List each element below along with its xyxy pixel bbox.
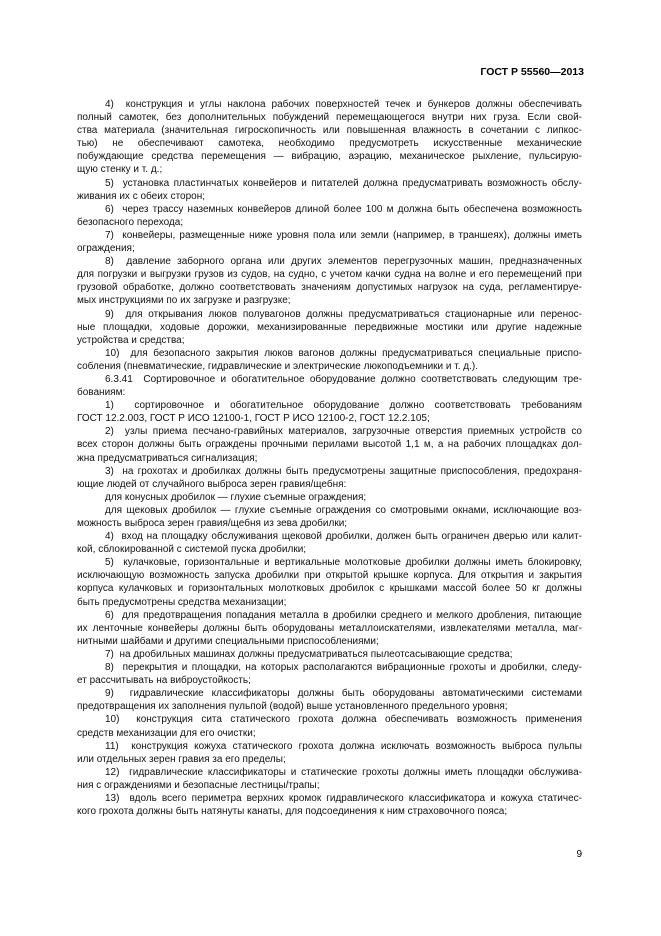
text-line: 2) узлы приема песчано-гравийных материалов, загрузочные отверстия приемных устройств со (105, 426, 582, 438)
text-line: можность выброса зерен гравия/щебня из зева дробилки; (77, 518, 348, 529)
paragraph-p20 (77, 713, 582, 739)
text-line: для щековых дробилок — глухие съемные ограждения со смотровыми окнами, исключающие воз- (105, 504, 582, 516)
text-line: жна предусматриваться сигнализация; (77, 452, 258, 464)
text-line: 10) для безопасного закрытия люков вагонов должны предусматриваться специальные приспо- (105, 347, 582, 359)
paragraph-p12 (77, 491, 582, 504)
text-line: или отдельных зерен гравия за его пределы; (77, 753, 286, 765)
text-line: 9) для открывания люков полувагонов должны предусматриваться стационарные или перенос- (105, 308, 582, 320)
text-line: щую стенку и т. д.; (77, 164, 163, 176)
text-line: для конусных дробилок — глухие съемные ограждения; (105, 491, 367, 503)
text-line: 7) конвейеры, размещенные ниже уровня пола или земли (например, в траншеях), должны иметь (105, 229, 582, 241)
text-line: живания их с обеих сторон; (77, 190, 206, 202)
document-body (77, 98, 582, 818)
text-line: побуждающие средства перемещения — вибрацию, аэрацию, механическое рыхление, пульсирую- (77, 151, 582, 163)
paragraph-p14 (77, 530, 582, 556)
paragraph-p15 (77, 556, 582, 608)
text-line: 13) вдоль всего периметра верхних кромок гидравлического классификатора и кожуха статичес- (105, 792, 582, 804)
paragraph-p21 (77, 740, 582, 766)
text-line: 4) конструкция и углы наклона рабочих поверхностей течек и бункеров должны обеспечивать (105, 99, 582, 110)
paragraph-p2 (77, 177, 582, 203)
text-line: средств механизации для его очистки; (77, 727, 256, 739)
text-line: 5) установка пластинчатых конвейеров и питателей должна предусматривать возможность обслу- (105, 177, 582, 189)
page-number: 9 (576, 849, 582, 860)
text-line: нитными шайбами и другими специальными приспособлениями; (77, 635, 379, 647)
paragraph-p13 (77, 504, 582, 530)
document-number-header: ГОСТ Р 55560—2013 (480, 66, 584, 78)
text-line: собления (пневматические, гидравлические и электрические люкоподъемники и т. д.). (77, 360, 479, 372)
text-line: 12) гидравлические классификаторы и статические грохоты должны иметь площадки обслужива- (105, 766, 582, 778)
paragraph-p4 (77, 229, 582, 255)
text-line: полный самотек, без дополнительных побуждений перемещающегося внутри них груза. Если свой- (77, 112, 582, 124)
text-line: устройства и средства; (77, 334, 185, 346)
text-line: исключающую возможность запуска дробилки при открытой крышке корпуса. Для открытия и закрытия (77, 570, 582, 582)
paragraph-p10 (77, 425, 582, 464)
text-line: ограждения; (77, 243, 135, 255)
text-line: 1) сортировочное и обогатительное оборудование должно соответствовать требованиям (105, 400, 582, 412)
text-line: 11) конструкция кожуха статического грохота должна исключать возможность выброса пульпы (105, 740, 582, 752)
paragraph-p17 (77, 648, 582, 661)
text-line: корпуса кулачковых и горизонтальных молотковых дробилок с крышками массой более 50 кг должны (77, 583, 582, 595)
paragraph-p7 (77, 347, 582, 373)
text-line: 8) перекрытия и площадки, на которых располагаются вибрационные грохоты и дробилки, следу- (105, 662, 582, 674)
text-line: ет рассчитывать на виброустойкость; (77, 675, 251, 687)
text-line: мых инструкциями по их загрузке и разгрузке; (77, 295, 291, 307)
text-line: 7) на дробильных машинах должны предусматриваться пылеотсасывающие средства; (105, 648, 513, 660)
text-line: 3) на грохотах и дробилках должны быть предусмотрены защитные приспособления, предохраня- (105, 465, 582, 477)
text-line: 6.3.41 Сортировочное и обогатительное оборудование должно соответствовать следующим тре- (105, 373, 582, 385)
text-line: тью) не обеспечивают самотека, необходимо предусмотреть искусственные механические (77, 138, 582, 150)
text-line: их ленточные конвейеры должны быть оборудованы металлоискателями, извлекателями металла, маг- (77, 622, 582, 634)
paragraph-p11 (77, 465, 582, 491)
text-line: предотвращения их заполнения пульпой (водой) выше установленного предельного уровня; (77, 701, 508, 713)
text-line: ства материала (значительная гигроскопичность или повышенная влажность в сочетании с липкос- (77, 125, 582, 137)
text-line: быть предусмотрены средства механизации; (77, 596, 287, 608)
text-line: ные площадки, ходовые дорожки, механизированные передвижные мостики или другие надежные (77, 321, 582, 333)
text-line: бованиям: (77, 387, 126, 399)
text-line: ГОСТ 12.2.003, ГОСТ Р ИСО 12100-1, ГОСТ Р ИСО 12100-2, ГОСТ 12.2.105; (77, 413, 430, 425)
text-line: 6) для предотвращения попадания металла в дробилки среднего и мелкого дробления, питающие (105, 609, 582, 621)
text-line: грузовой обработке, должно соответствовать значениям допустимых нагрузок на суда, регламентируе- (77, 282, 582, 294)
text-line: для погрузки и выгрузки грузов из судов, на судно, с учетом качки судна на волне и его перемещений при (77, 269, 582, 281)
paragraph-p5 (77, 255, 582, 307)
paragraph-p19 (77, 687, 582, 713)
paragraph-p23 (77, 792, 582, 818)
text-line: 9) гидравлические классификаторы должны быть оборудованы автоматическими системами (105, 688, 582, 700)
paragraph-p22 (77, 766, 582, 792)
paragraph-p1 (77, 98, 582, 177)
text-line: 6) через трассу наземных конвейеров длиной более 100 м должна быть обеспечена возможность (105, 203, 582, 215)
text-line: 5) кулачковые, горизонтальные и вертикальные молотковые дробилки должны иметь блокировку, (105, 557, 582, 569)
paragraph-p3 (77, 203, 582, 229)
text-line: ющие людей от случайного выброса зерен гравия/щебня: (77, 478, 347, 490)
text-line: кого грохота должны быть натянуты канаты, для подсоединения к ним страховочного пояса; (77, 806, 508, 818)
text-line: ния с ограждениями и безопасные лестницы/трапы; (77, 779, 320, 791)
paragraph-p8 (77, 373, 582, 399)
text-line: 8) давление заборного органа или других элементов перегрузочных машин, предназначенных (105, 256, 582, 268)
paragraph-p6 (77, 308, 582, 347)
paragraph-p16 (77, 609, 582, 648)
text-line: 4) вход на площадку обслуживания щековой дробилки, должен быть ограничен дверью или калит- (105, 531, 582, 543)
text-line: всех сторон должны быть ограждены прочными перилами высотой 1,1 м, а на рабочих площадках дол- (77, 439, 582, 451)
text-line: кой, сблокированной с системой пуска дробилки; (77, 544, 307, 556)
paragraph-p9 (77, 399, 582, 425)
text-line: безопасного перехода; (77, 216, 184, 228)
text-line: 10) конструкция сита статического грохота должна обеспечивать возможность применения (105, 714, 582, 726)
paragraph-p18 (77, 661, 582, 687)
